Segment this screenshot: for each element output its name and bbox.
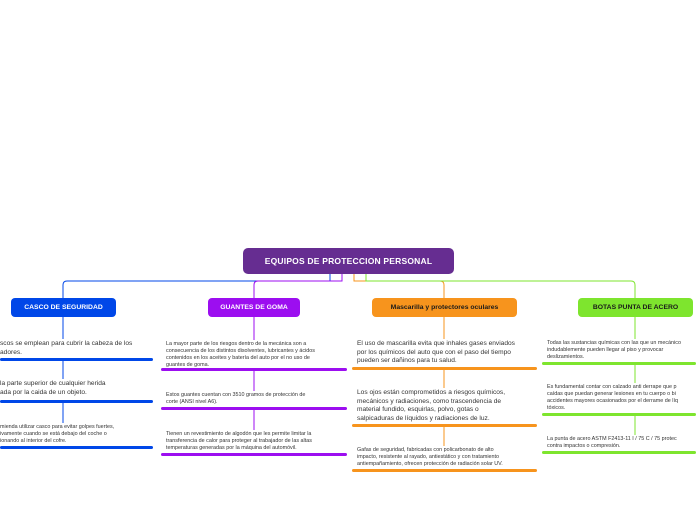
leaf-line: Los ojos están comprometidos a riesgos químicos, [357,389,506,396]
leaf-guantes-1[interactable] [166,341,315,370]
leaf-line: Todas las sustancias químicas con las que un mecánico [547,340,681,346]
leaf-line: salpicaduras de líquidos y radiaciones de luz. [357,414,490,422]
leaf-underline [161,453,347,456]
leaf-line: pueden ser dañinos para tu salud. [357,357,457,365]
leaf-underline [542,451,696,454]
leaf-underline [0,358,153,361]
root-branch-connector [254,274,342,298]
leaf-line: Estos guantes cuentan con 3510 gramos de protección de [166,392,306,398]
leaf-line: consecuencia de los distintos disolventes, lubricantes y ácidos [166,348,315,355]
leaf-line: La mayor parte de los riesgos dentro de la mecánica son a [166,341,307,347]
leaf-line: tóxicos. [547,405,566,412]
leaf-mascarilla-2[interactable] [357,389,505,423]
branch-mascarilla-protectores[interactable]: Mascarilla y protectores oculares [372,298,517,317]
leaf-line: deslizamientos. [547,354,585,361]
leaf-line: ada por la caida de un objeto. [0,388,87,396]
root-topic[interactable]: EQUIPOS DE PROTECCION PERSONAL [243,248,454,274]
leaf-line: material fundido, esquirlas, polvo, gotas o [357,406,479,414]
leaf-guantes-3[interactable] [166,431,312,452]
leaf-underline [542,362,696,365]
leaf-line: la parte superior de cualquier herida [0,380,106,387]
leaf-line: corte (ANSI nivel A6). [166,399,218,406]
branch-casco-de-seguridad[interactable]: CASCO DE SEGURIDAD [11,298,116,317]
leaf-line: indudablemente pueden llegar al piso y provocar [547,347,664,354]
leaf-line: Es fundamental contar con calzado anti derrape que p [547,384,677,390]
leaf-line: antiempañamiento, ofrecen protección de radiación solar UV. [357,461,503,468]
leaf-line: Gafas de seguridad, fabricadas con policarbonato de alto [357,447,494,453]
leaf-line: scos se emplean para cubrir la cabeza de los [0,340,133,347]
branch-botas-punta-de-acero[interactable]: BOTAS PUNTA DE ACERO [578,298,693,317]
leaf-line: El uso de mascarilla evita que inhales gases enviados [357,340,515,347]
leaf-casco-1[interactable] [0,340,132,357]
leaf-line: Tienen un revestimiento de algodón que les permite limitar la [166,431,312,437]
leaf-underline [0,400,153,403]
leaf-line: contenidos en los aceites y batería del auto por el no uso de [166,355,310,362]
leaf-underline [161,407,347,410]
leaf-line: guantes de goma. [166,362,210,369]
leaf-line: accidentes mayores ocasionados por el derrame de líq [547,398,678,405]
leaf-botas-1[interactable] [547,340,681,361]
leaf-line: adores. [0,348,22,356]
root-branch-connector [63,274,330,298]
branch-guantes-de-goma[interactable]: GUANTES DE GOMA [208,298,300,317]
leaf-line: La punta de acero ASTM F2413-11 I / 75 C / 75 protec [547,436,677,442]
leaf-mascarilla-3[interactable] [357,447,503,468]
leaf-casco-3[interactable] [0,424,114,445]
leaf-underline [352,469,537,472]
leaf-line: contra impactos o compresión. [547,443,621,450]
leaf-line: transferencia de calor para proteger al trabajador de las altas [166,438,312,445]
leaf-line: ivamente cuando se está debajo del coche o [0,431,107,438]
leaf-line: caídas que puedan generar lesiones en tu cuerpo o bi [547,391,676,398]
root-branch-connector [354,274,444,298]
leaf-line: por los químicos del auto que con el paso del tiempo [357,348,511,356]
leaf-underline [542,413,696,416]
leaf-mascarilla-1[interactable] [357,340,515,366]
leaf-underline [0,446,153,449]
leaf-line: temperaturas generadas por la máquina del automóvil. [166,445,297,452]
leaf-line: mienda utilizar casco para evitar golpes fuertes, [0,424,115,430]
root-branch-connector [366,274,635,298]
leaf-botas-2[interactable] [547,384,678,413]
leaf-underline [161,368,347,371]
leaf-line: ionando al interior del cofre. [0,438,67,445]
leaf-casco-2[interactable] [0,380,106,397]
leaf-underline [352,424,537,427]
leaf-line: mecánicos y radiaciones, como trascendencia de [357,397,502,405]
leaf-botas-3[interactable] [547,436,677,450]
leaf-line: impacto, resistente al rayado, antiestático y con tratamiento [357,454,500,461]
leaf-guantes-2[interactable] [166,392,305,406]
leaf-underline [352,367,537,370]
